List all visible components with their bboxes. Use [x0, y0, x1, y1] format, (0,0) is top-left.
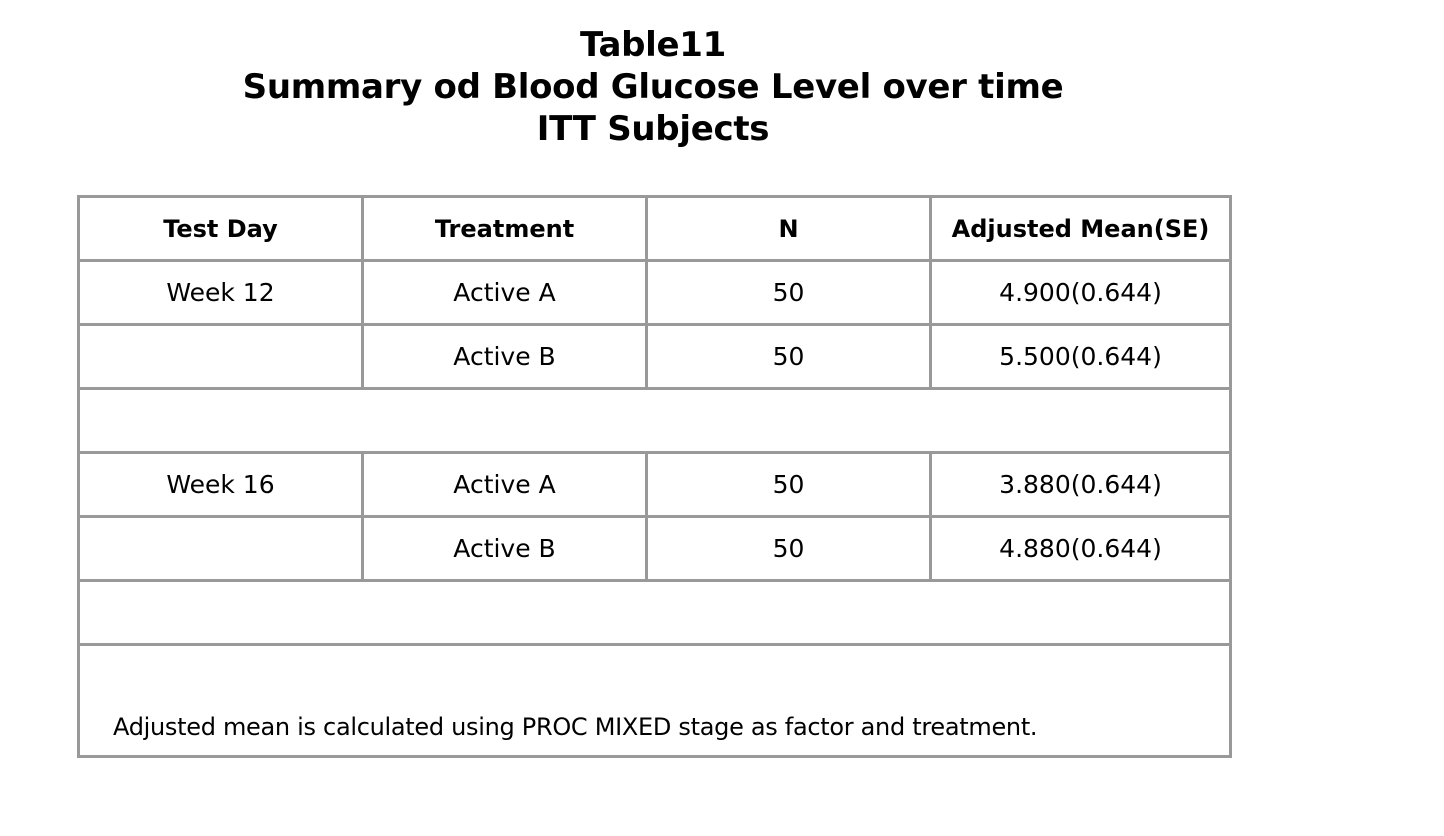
n-cell: 50 [647, 517, 931, 581]
table-row [79, 261, 1231, 325]
summary-table [77, 195, 1232, 758]
n-cell: 50 [647, 325, 931, 389]
treatment-cell: Active B [363, 325, 647, 389]
test-day-cell: Week 16 [79, 453, 363, 517]
adjusted-mean-cell: 5.500(0.644) [931, 325, 1231, 389]
spacer-row [79, 389, 1231, 453]
treatment-cell: Active A [363, 261, 647, 325]
header-adjusted-mean: Adjusted Mean(SE) [931, 197, 1231, 261]
adjusted-mean-cell: 4.880(0.644) [931, 517, 1231, 581]
adjusted-mean-cell: 3.880(0.644) [931, 453, 1231, 517]
test-day-cell-empty [79, 325, 363, 389]
treatment-cell: Active A [363, 453, 647, 517]
header-test-day: Test Day [79, 197, 363, 261]
header-treatment: Treatment [363, 197, 647, 261]
table-number: Table11 [579, 25, 727, 65]
test-day-cell-empty [79, 517, 363, 581]
n-cell: 50 [647, 453, 931, 517]
footnote-row [79, 645, 1231, 757]
treatment-cell: Active B [363, 517, 647, 581]
n-cell: 50 [647, 261, 931, 325]
header-row [79, 197, 1231, 261]
table-title-block [0, 24, 1306, 150]
spacer-cell [79, 389, 1231, 453]
table-row [79, 325, 1231, 389]
header-n: N [647, 197, 931, 261]
table-population: ITT Subjects [536, 109, 770, 149]
spacer-cell [79, 581, 1231, 645]
table-title: Summary od Blood Glucose Level over time [242, 67, 1064, 107]
spacer-row [79, 581, 1231, 645]
test-day-cell: Week 12 [79, 261, 363, 325]
adjusted-mean-cell: 4.900(0.644) [931, 261, 1231, 325]
table-row [79, 453, 1231, 517]
table-row [79, 517, 1231, 581]
footnote: Adjusted mean is calculated using PROC MIXED stage as factor and treatment. [79, 645, 1231, 757]
